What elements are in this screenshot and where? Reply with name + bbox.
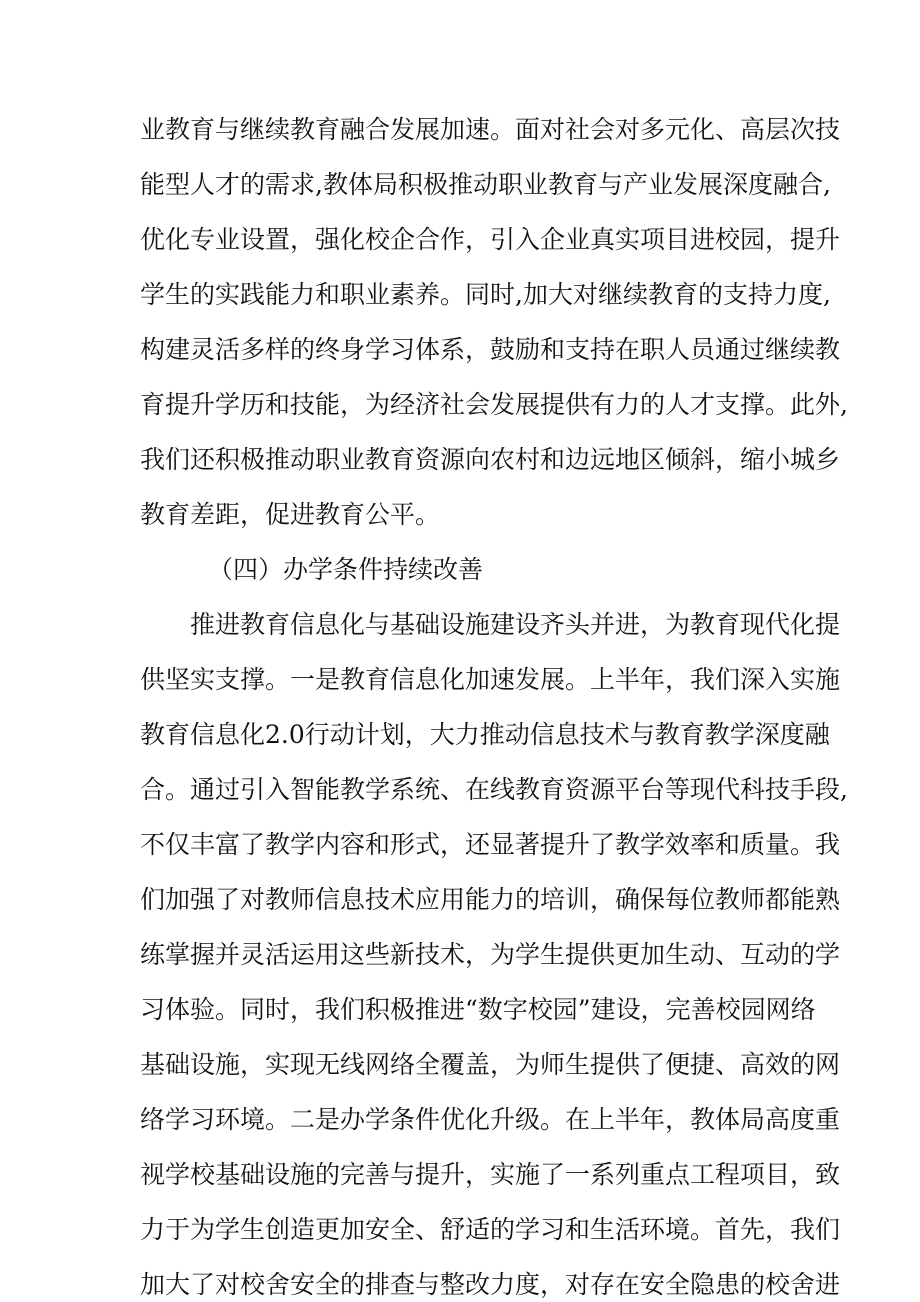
text-line: 学生的实践能力和职业素养。同时,加大对继续教育的支持力度, xyxy=(140,280,831,309)
text-line: 业教育与继续教育融合发展加速。面对社会对多元化、高层次技 xyxy=(140,115,841,144)
text-line: 们加强了对教师信息技术应用能力的培训，确保每位教师都能熟 xyxy=(140,885,841,914)
section-heading: （四）办学条件持续改善 xyxy=(208,555,484,584)
text-line: 络学习环境。二是办学条件优化升级。在上半年，教体局高度重 xyxy=(140,1105,841,1134)
text-line: 教育信息化2.0行动计划，大力推动信息技术与教育教学深度融 xyxy=(140,720,830,749)
text-line: 力于为学生创造更加安全、舒适的学习和生活环境。首先，我们 xyxy=(140,1215,841,1244)
text-line: 优化专业设置，强化校企合作，引入企业真实项目进校园，提升 xyxy=(140,225,841,254)
text-line: 能型人才的需求,教体局积极推动职业教育与产业发展深度融合, xyxy=(140,170,831,199)
text-line: 基础设施，实现无线网络全覆盖，为师生提供了便捷、高效的网 xyxy=(140,1050,841,1079)
text-line: 练掌握并灵活运用这些新技术，为学生提供更加生动、互动的学 xyxy=(140,940,841,969)
text-line: 习体验。同时，我们积极推进“数字校园”建设，完善校园网络 xyxy=(140,995,816,1024)
text-line: 推进教育信息化与基础设施建设齐头并进，为教育现代化提 xyxy=(190,610,841,639)
text-line: 合。通过引入智能教学系统、在线教育资源平台等现代科技手段, xyxy=(140,775,848,804)
text-line: 不仅丰富了教学内容和形式，还显著提升了教学效率和质量。我 xyxy=(140,830,841,859)
text-line: 育提升学历和技能，为经济社会发展提供有力的人才支撑。此外, xyxy=(140,390,848,419)
text-line: 供坚实支撑。一是教育信息化加速发展。上半年，我们深入实施 xyxy=(140,665,841,694)
text-line: 我们还积极推动职业教育资源向农村和边远地区倾斜，缩小城乡 xyxy=(140,445,841,474)
text-line: 视学校基础设施的完善与提升，实施了一系列重点工程项目，致 xyxy=(140,1160,841,1189)
text-line: 构建灵活多样的终身学习体系，鼓励和支持在职人员通过继续教 xyxy=(140,335,841,364)
text-line: 教育差距，促进教育公平。 xyxy=(140,500,441,529)
text-line: 加大了对校舍安全的排查与整改力度，对存在安全隐患的校舍进 xyxy=(140,1270,841,1299)
